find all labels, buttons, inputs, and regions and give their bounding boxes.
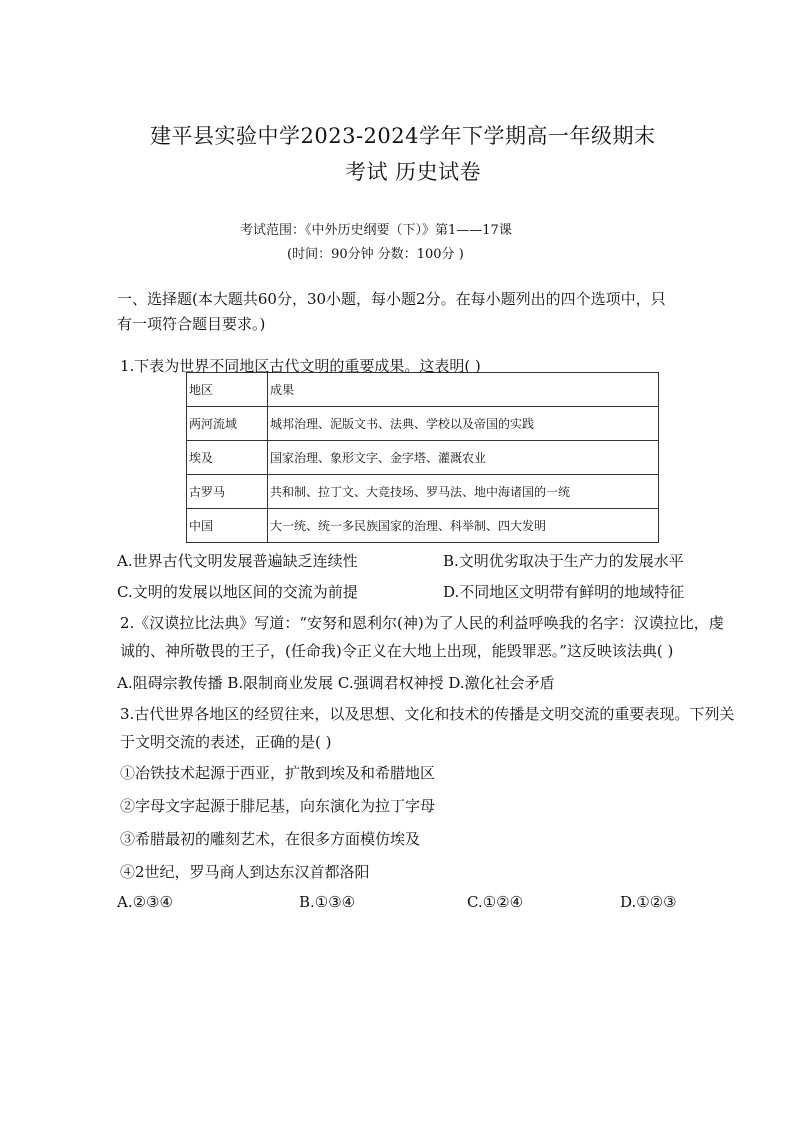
table-cell-achievements: 大一统、统一多民族国家的治理、科举制、四大发明: [268, 509, 659, 543]
q3-statement: ①冶铁技术起源于西亚，扩散到埃及和希腊地区: [120, 764, 436, 782]
table-header-achievements: 成果: [268, 373, 659, 407]
table-cell-region: 埃及: [187, 441, 268, 475]
q3-statement: ③希腊最初的雕刻艺术，在很多方面模仿埃及: [120, 830, 421, 848]
exam-time-score: (时间：90分钟 分数：100分 ): [287, 247, 464, 262]
table-header-row: [187, 373, 659, 407]
q3-stem-line1: 3.古代世界各地区的经贸往来，以及思想、文化和技术的传播是文明交流的重要表现。下列关: [120, 705, 735, 723]
q1-option-d: D.不同地区文明带有鲜明的地域特征: [443, 583, 685, 601]
table-row: [187, 475, 659, 509]
q2-options: A.阻碍宗教传播 B.限制商业发展 C.强调君权神授 D.激化社会矛盾: [117, 674, 555, 692]
table-cell-achievements: 共和制、拉丁文、大竞技场、罗马法、地中海诸国的一统: [268, 475, 659, 509]
table-cell-region: 两河流域: [187, 407, 268, 441]
q3-option-c: C.①②④: [467, 893, 524, 911]
table-header-region: 地区: [187, 373, 268, 407]
q1-stem: 1.下表为世界不同地区古代文明的重要成果。这表明( ): [120, 357, 481, 375]
q1-option-a: A.世界古代文明发展普遍缺乏连续性: [117, 552, 358, 570]
q3-statement: ②字母文字起源于腓尼基，向东演化为拉丁字母: [120, 797, 436, 815]
exam-title-line1: 建平县实验中学2023-2024学年下学期高一年级期末: [150, 124, 656, 148]
civilization-table: [186, 372, 659, 543]
q3-stem-line2: 于文明交流的表述，正确的是( ): [120, 733, 332, 751]
section-heading-line1: 一、选择题(本大题共60分，30小题，每小题2分。在每小题列出的四个选项中，只: [117, 290, 666, 308]
exam-title-line2: 考试 历史试卷: [345, 160, 482, 184]
section-heading-line2: 有一项符合题目要求。): [117, 315, 266, 333]
q1-option-b: B.文明优劣取决于生产力的发展水平: [443, 552, 684, 570]
table-cell-region: 古罗马: [187, 475, 268, 509]
q1-option-c: C.文明的发展以地区间的交流为前提: [117, 583, 358, 601]
table-row: [187, 441, 659, 475]
q3-statement: ④2世纪，罗马商人到达东汉首都洛阳: [120, 863, 370, 881]
q3-option-d: D.①②③: [620, 893, 677, 911]
table-cell-region: 中国: [187, 509, 268, 543]
exam-scope: 考试范围：《中外历史纲要（下）》第1——17课: [240, 223, 512, 238]
table-cell-achievements: 城邦治理、泥版文书、法典、学校以及帝国的实践: [268, 407, 659, 441]
table-row: [187, 509, 659, 543]
table-cell-achievements: 国家治理、象形文字、金字塔、灌溉农业: [268, 441, 659, 475]
table-row: [187, 407, 659, 441]
q2-stem-line2: 诚的、神所敬畏的王子，(任命我)令正义在大地上出现，能毁罪恶。”这反映该法典( ): [120, 642, 674, 660]
q3-option-a: A.②③④: [117, 893, 173, 911]
q3-option-b: B.①③④: [299, 893, 356, 911]
q2-stem-line1: 2.《汉谟拉比法典》写道：“安努和恩利尔(神)为了人民的利益呼唤我的名字：汉谟拉比，虔: [120, 614, 724, 632]
